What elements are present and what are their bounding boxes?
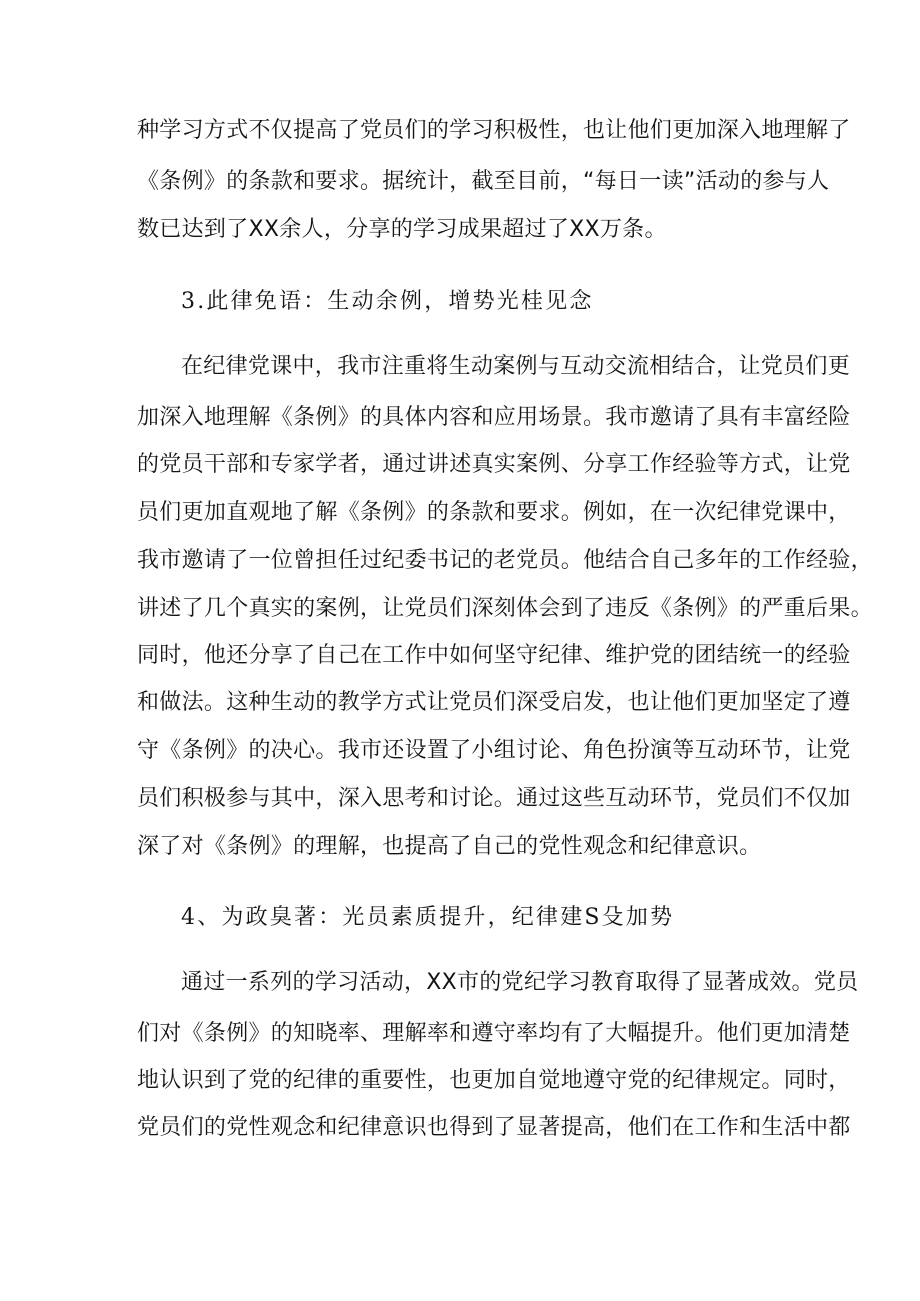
paragraph-line: 加深入地理解《条例》的具体内容和应用场景。我市邀请了具有丰富经险 [137,405,851,430]
paragraph-line: 们对《条例》的知晓率、理解率和遵守率均有了大幅提升。他们更加清楚 [137,1021,851,1046]
paragraph-line: 讲述了几个真实的案例，让党员们深刻体会到了违反《条例》的严重后果。 [137,596,873,621]
section-heading-4: 4、为政臭著：光员素质提升，纪律建S殳加势 [181,905,675,930]
paragraph-line: 我市邀请了一位曾担任过纪委书记的老党员。他结合自己多年的工作经验， [137,548,873,573]
paragraph-line: 员们积极参与其中，深入思考和讨论。通过这些互动环节，党员们不仅加 [137,786,851,811]
paragraph-line: 数已达到了XX余人，分享的学习成果超过了XX万条。 [137,217,667,242]
paragraph-line: 地认识到了党的纪律的重要性，也更加自觉地遵守党的纪律规定。同时， [137,1068,851,1093]
paragraph-line: 深了对《条例》的理解，也提高了自己的党性观念和纪律意识。 [137,834,762,859]
paragraph-line: 种学习方式不仅提高了党员们的学习积极性，也让他们更加深入地理解了 [137,118,851,143]
paragraph-line: 的党员干部和专家学者，通过讲述真实案例、分享工作经验等方式，让党 [137,452,851,477]
paragraph-line: 员们更加直观地了解《条例》的条款和要求。例如，在一次纪律党课中， [137,500,851,525]
paragraph-line: 在纪律党课中，我市注重将生动案例与互动交流相结合，让党员们更 [181,354,851,379]
paragraph-line: 党员们的党性观念和纪律意识也得到了显著提高，他们在工作和生活中都 [137,1115,851,1140]
section-heading-3: 3.此律免语：生动余例，增势光桂见念 [181,289,594,314]
paragraph-line: 通过一系列的学习活动，XX市的党纪学习教育取得了显著成效。党员 [181,970,859,995]
paragraph-line: 同时，他还分享了自己在工作中如何坚守纪律、维护党的团结统一的经验 [137,643,851,668]
paragraph-line: 《条例》的条款和要求。据统计，截至目前，“每日一读”活动的参与人 [137,169,830,194]
paragraph-line: 和做法。这种生动的教学方式让党员们深受启发，也让他们更加坚定了遵 [137,690,851,715]
paragraph-line: 守《条例》的决心。我市还设置了小组讨论、角色扮演等互动环节，让党 [137,738,851,763]
